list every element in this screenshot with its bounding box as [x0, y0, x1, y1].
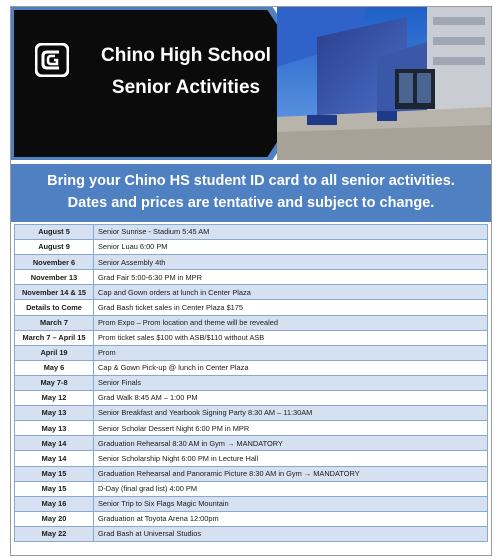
page-title: Senior Activities	[111, 77, 261, 98]
table-row	[15, 406, 488, 421]
activity-cell: Prom	[94, 345, 488, 360]
table-row	[15, 255, 488, 270]
school-title: Chino High School	[101, 45, 271, 66]
date-cell: May 14	[15, 451, 94, 466]
date-cell: Details to Come	[15, 300, 94, 315]
activity-cell: Graduation at Toyota Arena 12:00pm	[94, 511, 488, 526]
activity-cell: Senior Trip to Six Flags Magic Mountain	[94, 496, 488, 511]
date-cell: April 19	[15, 345, 94, 360]
flyer	[10, 6, 492, 556]
table-row	[15, 511, 488, 526]
date-cell: November 14 & 15	[15, 285, 94, 300]
activity-cell: Cap & Gown Pick-up @ lunch in Center Plaza	[94, 360, 488, 375]
date-cell: May 22	[15, 526, 94, 541]
activity-cell: Grad Bash ticket sales in Center Plaza $175	[94, 300, 488, 315]
activity-cell: Grad Fair 5:00-6:30 PM in MPR	[94, 270, 488, 285]
notice-banner	[11, 164, 491, 222]
header	[11, 7, 491, 160]
activity-cell: Prom Expo – Prom location and theme will be revealed	[94, 315, 488, 330]
date-cell: May 7-8	[15, 375, 94, 390]
notice-line-1: Bring your Chino HS student ID card to all senior activities.	[47, 173, 455, 189]
date-cell: May 13	[15, 421, 94, 436]
table-row	[15, 481, 488, 496]
activity-cell: D-Day (final grad list) 4:00 PM	[94, 481, 488, 496]
table-row	[15, 421, 488, 436]
activity-cell: Senior Assembly 4th	[94, 255, 488, 270]
date-cell: March 7	[15, 315, 94, 330]
activity-cell: Graduation Rehearsal 8:30 AM in Gym → MANDATORY	[94, 436, 488, 451]
date-cell: May 16	[15, 496, 94, 511]
table-row	[15, 330, 488, 345]
table-row	[15, 375, 488, 390]
schedule-table	[14, 224, 488, 542]
table-row	[15, 466, 488, 481]
date-cell: May 12	[15, 391, 94, 406]
date-cell: November 6	[15, 255, 94, 270]
activity-cell: Grad Bash at Universal Studios	[94, 526, 488, 541]
table-row	[15, 270, 488, 285]
date-cell: May 20	[15, 511, 94, 526]
table-row	[15, 300, 488, 315]
table-row	[15, 225, 488, 240]
date-cell: May 14	[15, 436, 94, 451]
table-row	[15, 526, 488, 541]
date-cell: August 9	[15, 240, 94, 255]
table-row	[15, 315, 488, 330]
activity-cell: Grad Walk 8:45 AM – 1:00 PM	[94, 391, 488, 406]
table-row	[15, 240, 488, 255]
activity-cell: Graduation Rehearsal and Panoramic Picture 8:30 AM in Gym → MANDATORY	[94, 466, 488, 481]
activity-cell: Senior Scholar Dessert Night 6:00 PM in MPR	[94, 421, 488, 436]
activity-cell: Senior Finals	[94, 375, 488, 390]
date-cell: March 7 – April 15	[15, 330, 94, 345]
table-row	[15, 436, 488, 451]
school-building-photo	[277, 7, 491, 160]
date-cell: August 5	[15, 225, 94, 240]
activity-cell: Senior Luau 6:00 PM	[94, 240, 488, 255]
activity-cell: Senior Scholarship Night 6:00 PM in Lecture Hall	[94, 451, 488, 466]
date-cell: November 13	[15, 270, 94, 285]
table-row	[15, 345, 488, 360]
table-row	[15, 360, 488, 375]
date-cell: May 15	[15, 481, 94, 496]
activity-cell: Senior Breakfast and Yearbook Signing Party 8:30 AM – 11:30AM	[94, 406, 488, 421]
table-row	[15, 285, 488, 300]
notice-line-2: Dates and prices are tentative and subject to change.	[67, 195, 435, 211]
table-row	[15, 391, 488, 406]
chino-high-cg-logo-icon	[35, 43, 69, 77]
table-row	[15, 496, 488, 511]
date-cell: May 15	[15, 466, 94, 481]
date-cell: May 6	[15, 360, 94, 375]
activity-cell: Senior Sunrise - Stadium 5:45 AM	[94, 225, 488, 240]
activity-cell: Prom ticket sales $100 with ASB/$110 without ASB	[94, 330, 488, 345]
date-cell: May 13	[15, 406, 94, 421]
activity-cell: Cap and Gown orders at lunch in Center Plaza	[94, 285, 488, 300]
table-row	[15, 451, 488, 466]
